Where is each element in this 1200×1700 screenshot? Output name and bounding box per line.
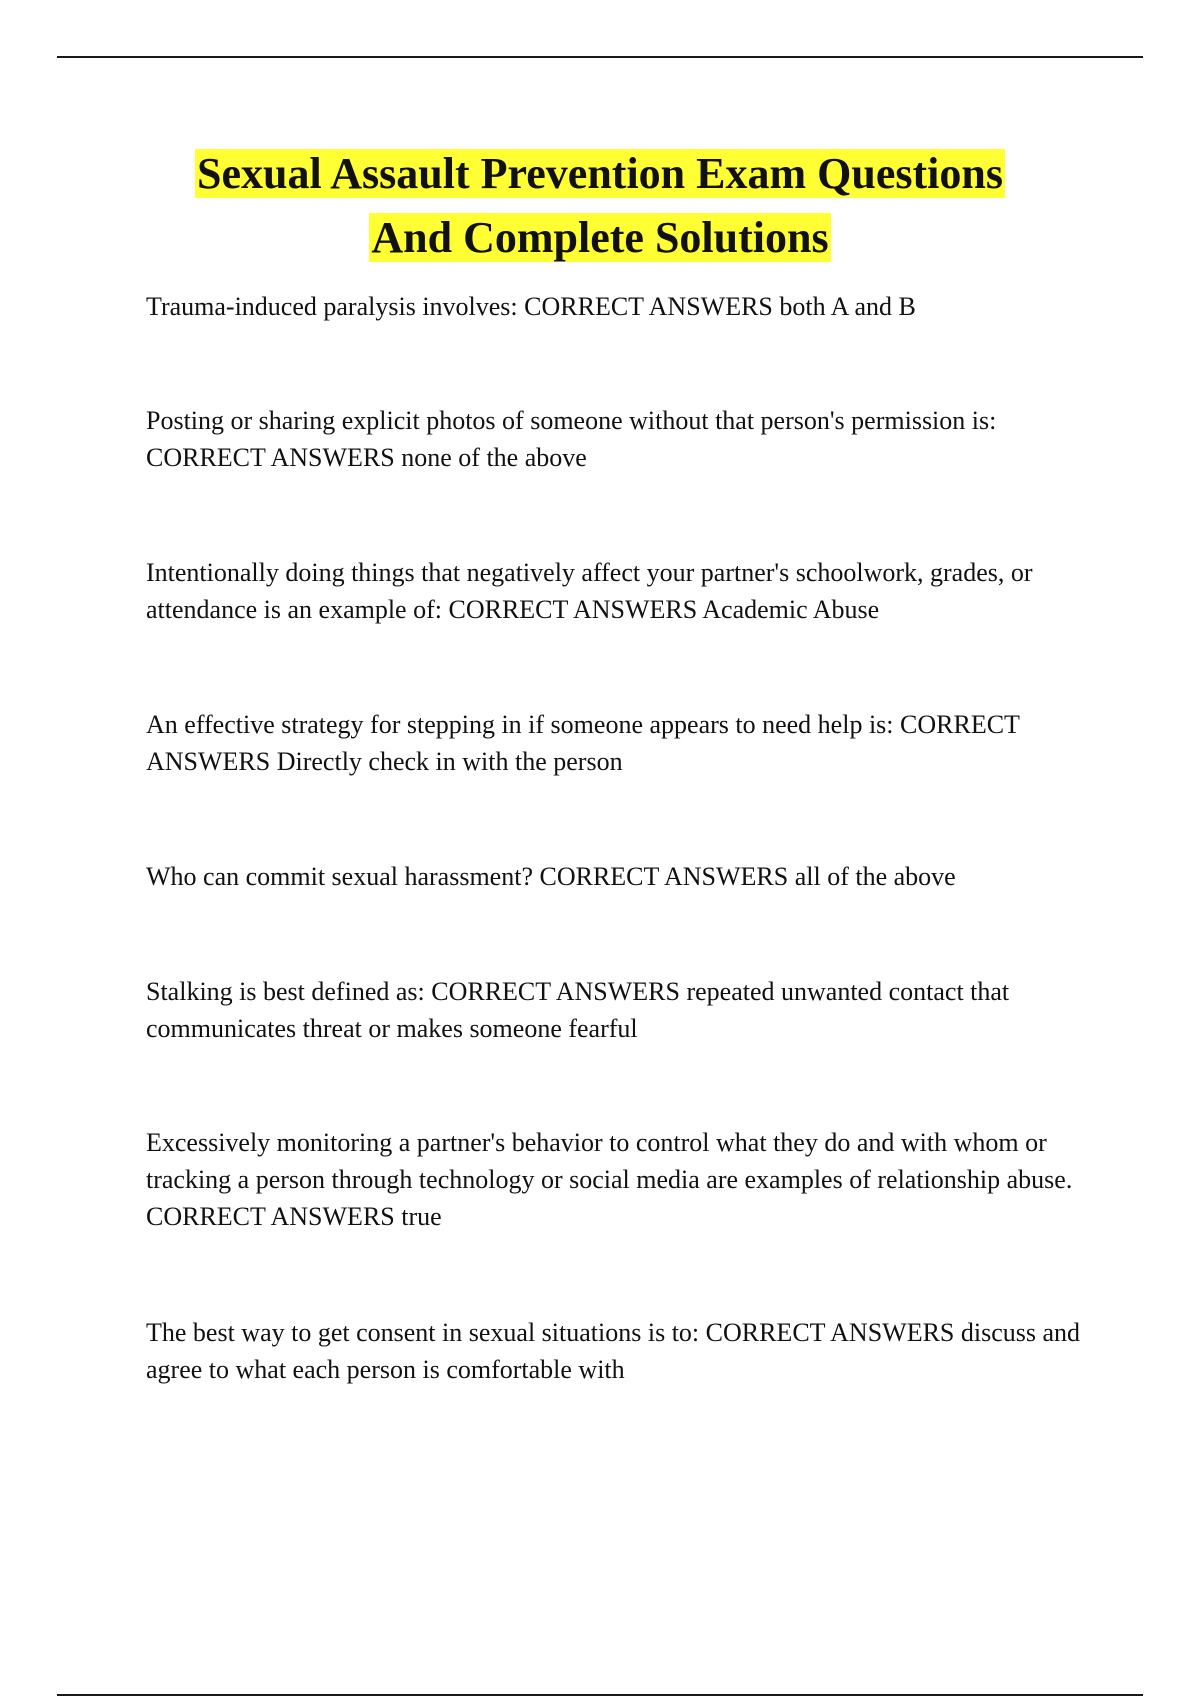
qa-item-4: An effective strategy for stepping in if someone appears to need help is: CORRECT ANSWERS Directly check in with the person (146, 710, 1020, 776)
qa-item-8: The best way to get consent in sexual situations is to: CORRECT ANSWERS discuss and agree to what each person is comfortable with (146, 1318, 1081, 1384)
page-title (0, 142, 1200, 270)
qa-item-6: Stalking is best defined as: CORRECT ANSWERS repeated unwanted contact that communicates threat or makes someone fearful (146, 977, 1010, 1043)
qa-item-2: Posting or sharing explicit photos of someone without that person's permission is: CORRECT ANSWERS none of the above (146, 406, 997, 472)
qa-item-3: Intentionally doing things that negatively affect your partner's schoolwork, grades, or attendance is an example of: CORRECT ANSWERS Academic Abuse (146, 558, 1033, 624)
qa-item-7: Excessively monitoring a partner's behavior to control what they do and with whom or tracking a person through technology or social media are examples of relationship abuse. CORRECT ANSWERS true (146, 1128, 1073, 1231)
top-rule (57, 56, 1143, 58)
title-line-2: And Complete Solutions (371, 213, 829, 262)
bottom-rule (57, 1694, 1143, 1696)
qa-item-1: Trauma-induced paralysis involves: CORRECT ANSWERS both A and B (146, 292, 916, 321)
title-line-1: Sexual Assault Prevention Exam Questions (197, 149, 1003, 198)
qa-item-5: Who can commit sexual harassment? CORRECT ANSWERS all of the above (146, 862, 956, 891)
